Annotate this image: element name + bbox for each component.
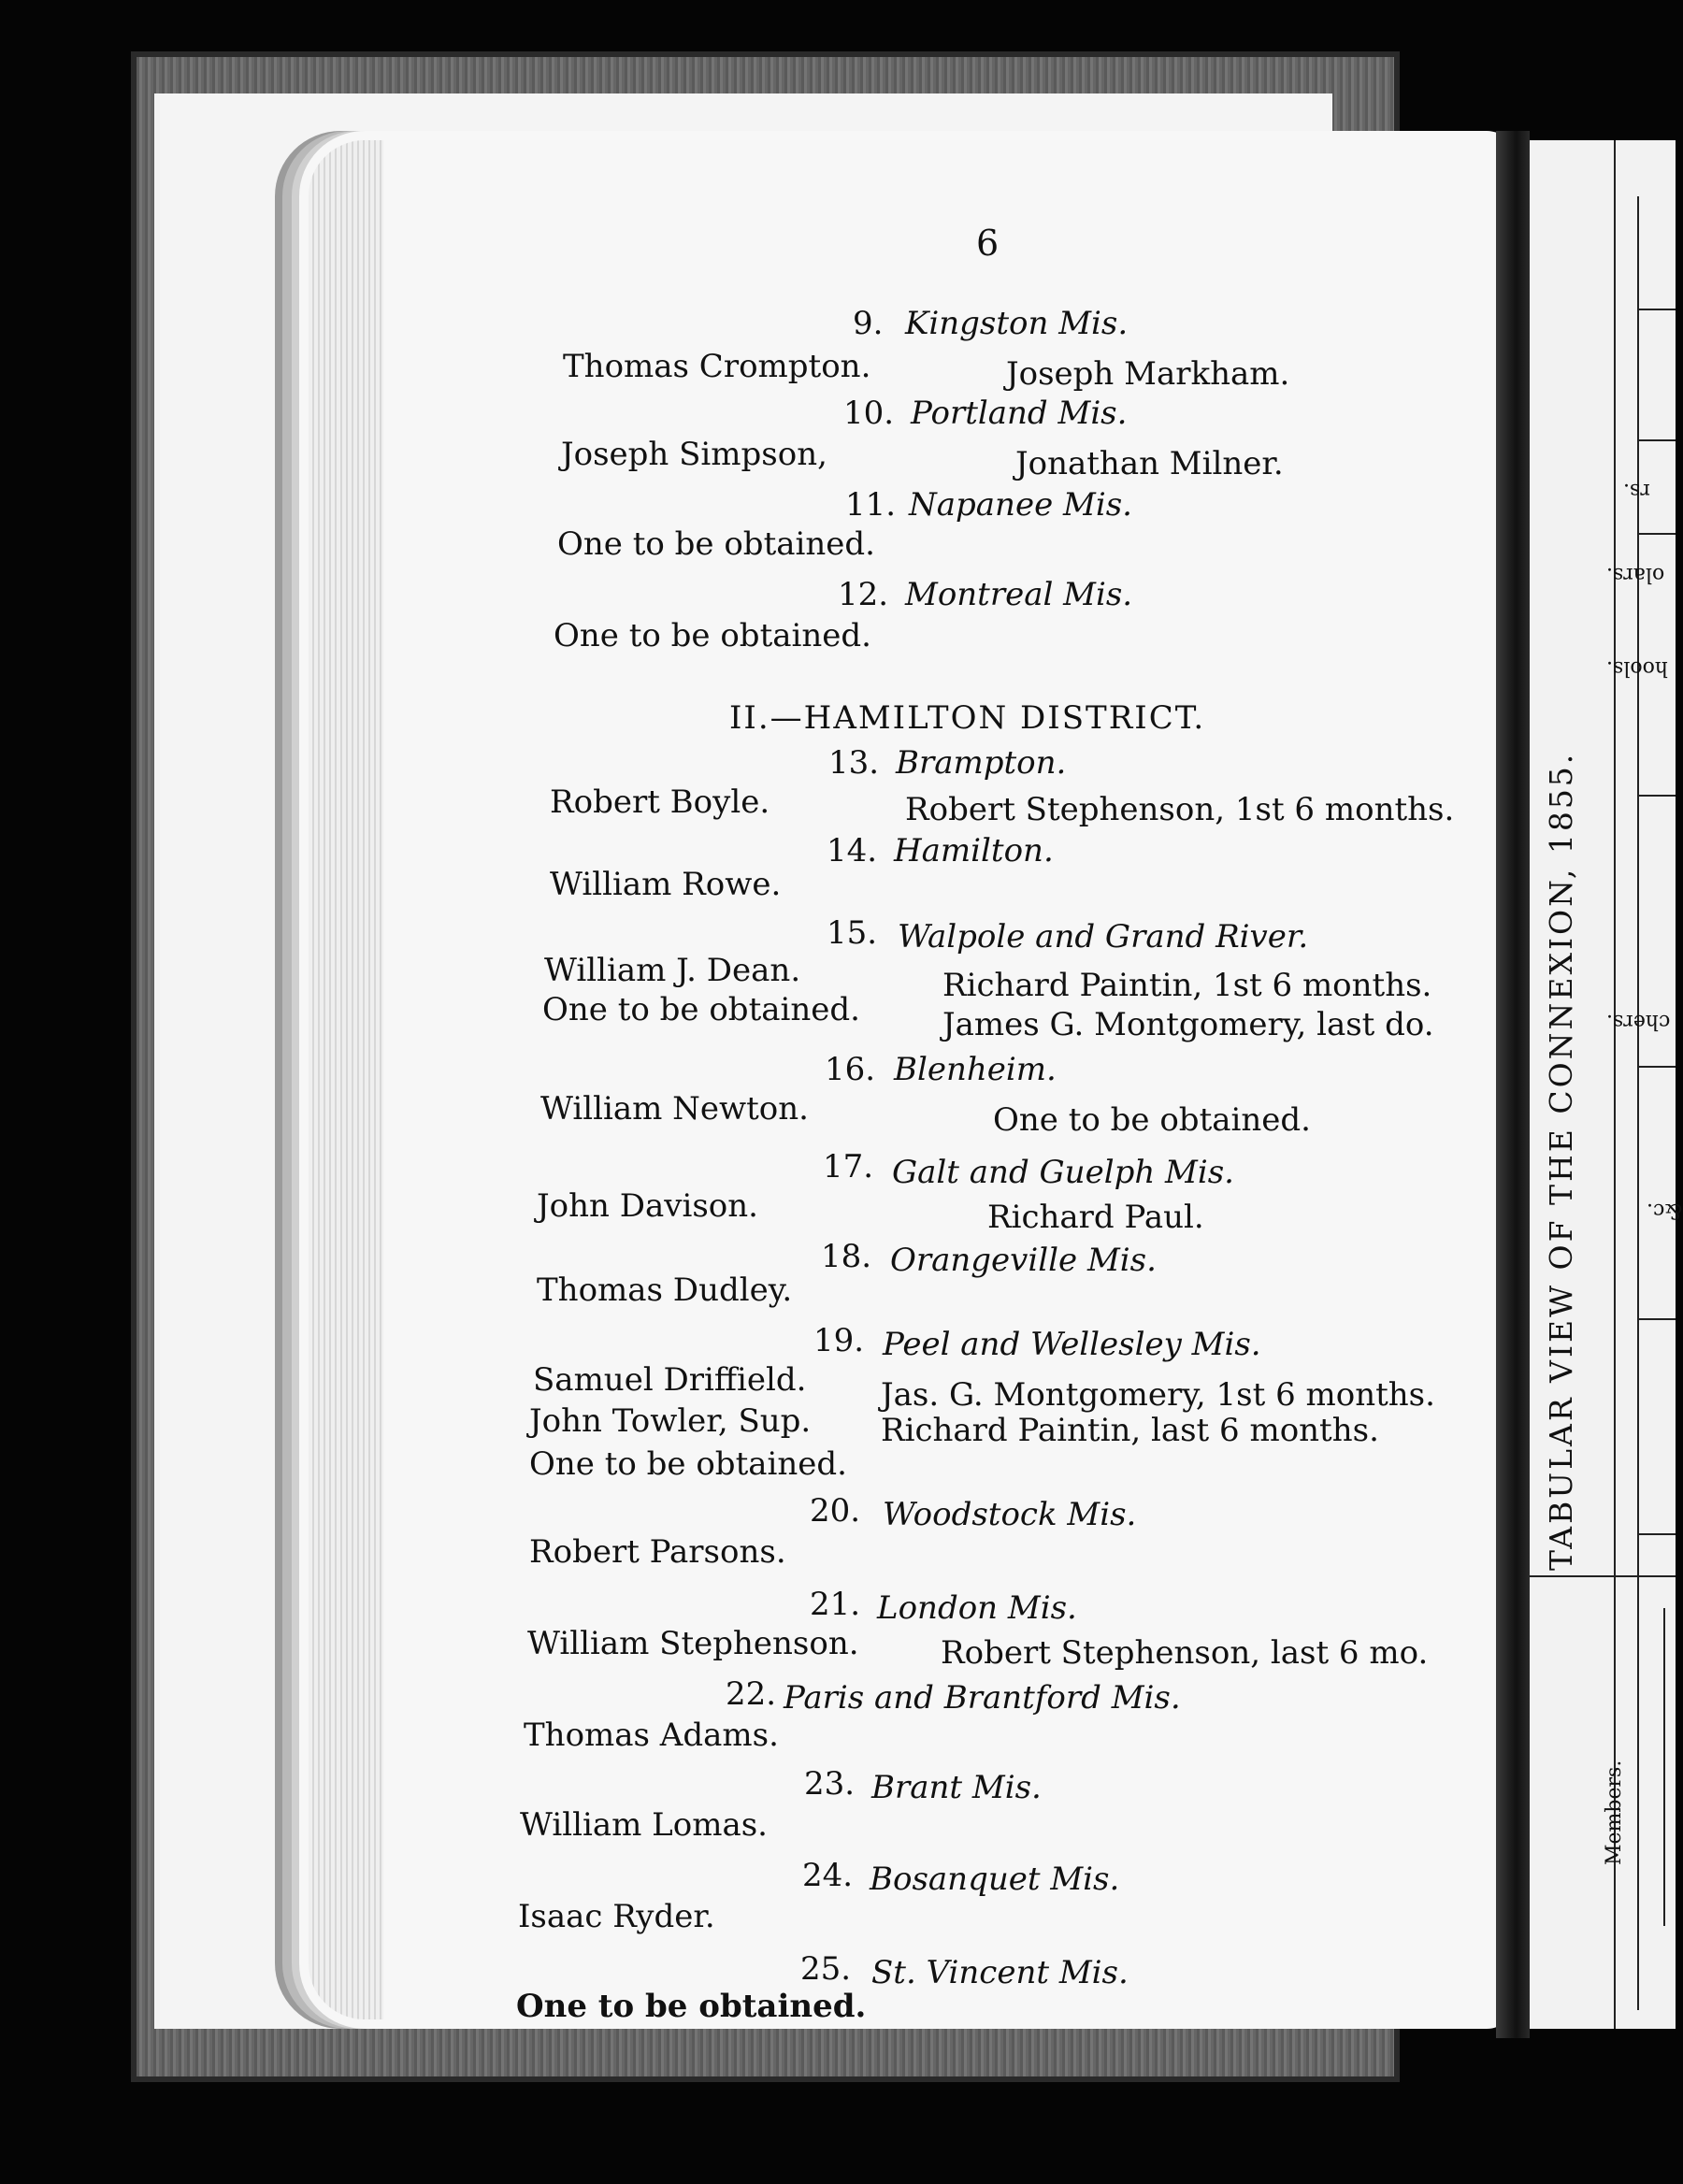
adjacent-fragment-3: hools. — [1606, 656, 1668, 680]
preacher-name: Robert Parsons. — [529, 1533, 786, 1571]
station-name: Woodstock Mis. — [883, 1496, 1137, 1533]
preacher-name: Richard Paintin, last 6 months. — [881, 1412, 1379, 1449]
preacher-name: John Davison. — [537, 1187, 758, 1225]
preacher-name: Richard Paintin, 1st 6 months. — [942, 967, 1432, 1004]
station-name: London Mis. — [877, 1589, 1077, 1627]
preacher-name: Samuel Driffield. — [533, 1361, 807, 1399]
preacher-name: One to be obtained. — [557, 525, 875, 563]
station-number: 14. — [827, 832, 878, 869]
book-gutter — [1496, 131, 1530, 2038]
preacher-name: One to be obtained. — [554, 617, 871, 654]
preacher-name: John Towler, Sup. — [529, 1402, 812, 1440]
station-name: Napanee Mis. — [909, 486, 1132, 524]
station-name: Montreal Mis. — [905, 576, 1133, 613]
adjacent-fragment-1: rs. — [1623, 479, 1650, 502]
station-name: Peel and Wellesley Mis. — [883, 1326, 1261, 1363]
station-number: 17. — [823, 1148, 874, 1185]
preacher-name: Thomas Adams. — [524, 1717, 779, 1754]
station-number: 19. — [813, 1322, 865, 1359]
station-number: 12. — [838, 576, 889, 613]
station-number: 9. — [853, 305, 884, 342]
adjacent-members-label: Members. — [1603, 1760, 1626, 1865]
station-name: Hamilton. — [894, 832, 1054, 869]
station-name: Orangeville Mis. — [890, 1242, 1157, 1279]
station-name: Bosanquet Mis. — [870, 1861, 1120, 1898]
preacher-name: William Rowe. — [550, 866, 782, 903]
preacher-name: Robert Stephenson, last 6 mo. — [941, 1634, 1429, 1672]
preacher-name: Robert Stephenson, 1st 6 months. — [905, 791, 1455, 828]
preacher-name: Joseph Simpson, — [561, 436, 827, 473]
station-number: 11. — [845, 486, 897, 524]
station-number: 25. — [800, 1950, 852, 1988]
preacher-name: Robert Boyle. — [550, 783, 770, 821]
station-number: 13. — [828, 744, 880, 782]
page-number: 6 — [976, 223, 1000, 264]
preacher-name: One to be obtained. — [993, 1101, 1311, 1139]
preacher-name: Jas. G. Montgomery, 1st 6 months. — [881, 1376, 1435, 1414]
station-name: Galt and Guelph Mis. — [892, 1154, 1234, 1191]
preacher-name: William Stephenson. — [527, 1625, 859, 1662]
station-name: St. Vincent Mis. — [871, 1954, 1129, 1991]
station-name: Brant Mis. — [871, 1769, 1042, 1806]
station-number: 10. — [843, 395, 895, 432]
preacher-name: James G. Montgomery, last do. — [942, 1006, 1434, 1043]
preacher-name: Isaac Ryder. — [518, 1898, 715, 1935]
station-number: 18. — [821, 1238, 872, 1275]
preacher-name: One to be obtained. — [529, 1445, 847, 1483]
adjacent-fragment-4: chers. — [1606, 1010, 1671, 1033]
page-edges — [309, 140, 383, 2019]
station-name: Blenheim. — [894, 1051, 1057, 1088]
station-number: 23. — [804, 1765, 856, 1803]
preacher-name: William J. Dean. — [544, 952, 801, 989]
station-number: 20. — [810, 1492, 861, 1530]
preacher-name: Richard Paul. — [987, 1199, 1204, 1236]
adjacent-fragment-2: olars. — [1606, 563, 1665, 586]
station-name: Paris and Brantford Mis. — [784, 1679, 1181, 1717]
station-number: 24. — [802, 1857, 854, 1894]
station-number: 21. — [810, 1586, 861, 1623]
tabular-view-title: TABULAR VIEW OF THE CONNEXION, 1855. — [1543, 751, 1579, 1571]
preacher-name: One to be obtained. — [542, 991, 860, 1028]
preacher-name: Thomas Dudley. — [537, 1272, 793, 1309]
district-heading: II.—HAMILTON DISTRICT. — [729, 699, 1206, 737]
preacher-name: Joseph Markham. — [1006, 355, 1290, 393]
adjacent-fragment-5: &c. — [1647, 1199, 1683, 1222]
station-name: Portland Mis. — [911, 395, 1128, 432]
station-number: 15. — [827, 914, 878, 952]
station-name: Kingston Mis. — [905, 305, 1129, 342]
station-number: 22. — [726, 1675, 777, 1713]
station-number: 16. — [825, 1051, 876, 1088]
preacher-name: One to be obtained. — [516, 1988, 867, 2025]
preacher-name: Thomas Crompton. — [563, 348, 871, 385]
preacher-name: Jonathan Milner. — [1015, 445, 1284, 482]
station-name: Brampton. — [896, 744, 1067, 782]
preacher-name: William Newton. — [540, 1090, 809, 1128]
station-name: Walpole and Grand River. — [898, 918, 1309, 956]
preacher-name: William Lomas. — [520, 1806, 768, 1844]
